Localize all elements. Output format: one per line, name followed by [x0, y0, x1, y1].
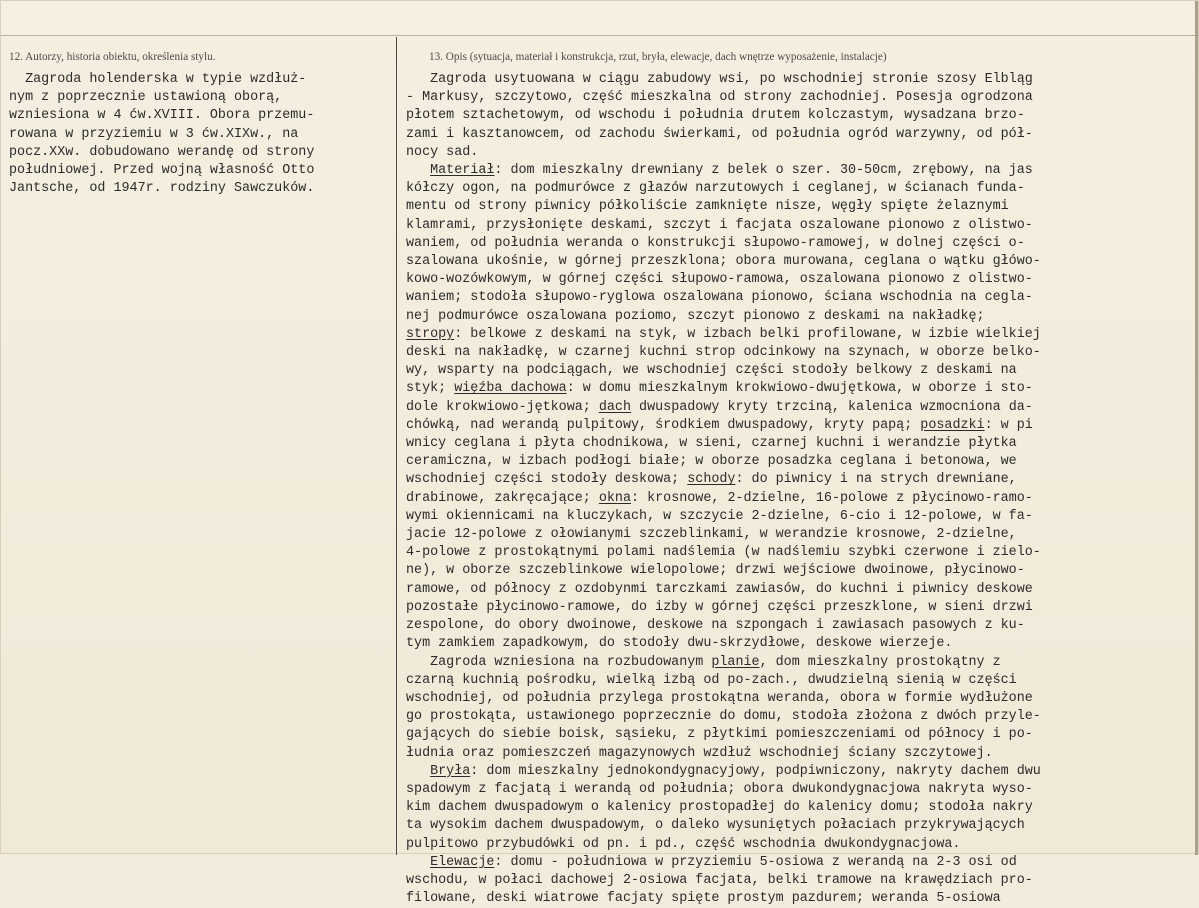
history-line: Jantsche, od 1947r. rodziny Sawczuków. — [9, 181, 315, 197]
description-text: go prostokąta, ustawionego poprzecznie do domu, stodoła złożona z dwóch przyle- — [406, 709, 1041, 725]
history-line: wzniesiona w 4 ćw.XVIII. Obora przemu- — [9, 108, 315, 124]
description-text: filowane, deski wiatrowe facjaty spięte prostym pazdurem; weranda 5-osiowa — [406, 891, 1001, 907]
description-line — [406, 854, 1199, 872]
description-line — [406, 799, 1199, 817]
description-text — [406, 163, 430, 178]
description-line — [406, 726, 1199, 744]
description-text: gających do siebie boisk, sąsieku, z płytkimi pomieszczeniami od północy i po- — [406, 727, 1033, 743]
description-line — [406, 781, 1199, 799]
description-text: czarną kuchnią pośrodku, wielką izbą od po-zach., dwudzielną sienią w części — [406, 672, 1017, 688]
history-line: południowej. Przed wojną własność Otto — [9, 163, 315, 179]
history-line: nym z poprzecznie ustawioną oborą, — [9, 90, 283, 106]
description-text: szalowana ukośnie, w górnej przeszklona; obora murowana, ceglana o wątku główo- — [406, 254, 1041, 270]
description-line — [406, 107, 1199, 125]
description-line — [406, 180, 1199, 198]
description-text: chówką, nad werandą pulpitowy, środkiem dwuspadowy, kryty papą; — [406, 417, 921, 433]
description-line — [406, 308, 1199, 326]
description-text: zami i kasztanowcem, od zachodu świerkami, od południa ogród warzywny, od pół- — [406, 126, 1033, 142]
description-line — [406, 71, 1199, 89]
description-line — [406, 690, 1199, 708]
description-line — [406, 581, 1199, 599]
description-text-block — [406, 71, 1199, 908]
section-keyword: stropy — [406, 326, 455, 342]
description-text: wnicy ceglana i płyta chodnikowa, w sieni, czarnej kuchni i werandzie płytka — [406, 436, 1017, 452]
description-text — [406, 855, 430, 870]
description-line — [406, 635, 1199, 653]
column-divider — [396, 37, 397, 855]
description-text: klamrami, przysłonięte deskami, szczyt i facjata oszalowane pionowo z olistwo- — [406, 217, 1033, 233]
section-12-header: 12. Autorzy, historia obiektu, określenia stylu. — [9, 51, 216, 63]
description-line — [406, 617, 1199, 635]
description-text: wy, wsparty na podciągach, we wschodniej części stodoły belkowy z deskami na — [406, 363, 1017, 379]
description-line — [406, 544, 1199, 562]
history-line: rowana w przyziemiu w 3 ćw.XIXw., na — [9, 126, 299, 142]
description-line — [406, 654, 1199, 672]
description-line — [406, 217, 1199, 235]
description-line — [406, 326, 1199, 344]
description-line — [406, 399, 1199, 417]
description-line — [406, 599, 1199, 617]
section-keyword: więźba dachowa — [454, 381, 567, 397]
history-text-block — [9, 71, 394, 198]
description-text: : w domu mieszkalnym krokwiowo-dwujętkowa, w oborze i sto- — [566, 381, 1033, 397]
description-line — [406, 836, 1199, 854]
description-text: ceramiczna, w izbach podłogi białe; w oborze posadzka ceglana i betonowa, we — [406, 454, 1017, 470]
description-text: zespolone, do obory dwoinowe, deskowe na szpongach i zawiasach pasowych z ku- — [406, 618, 1025, 634]
description-text: : krosnowe, 2-dzielne, 16-polowe z płycinowo-ramo- — [631, 490, 1033, 506]
description-text: : dom mieszkalny jednokondygnacyjowy, podpiwniczony, nakryty dachem dwu — [470, 763, 1041, 779]
description-line — [406, 745, 1199, 763]
description-line — [406, 253, 1199, 271]
description-line — [406, 471, 1199, 489]
description-line — [406, 289, 1199, 307]
description-line — [406, 872, 1199, 890]
description-line — [406, 362, 1199, 380]
description-line — [406, 508, 1199, 526]
description-text: dwuspadowy kryty trzciną, kalenica wzmocniona da- — [631, 399, 1033, 415]
description-text: pozostałe płycinowo-ramowe, do izby w górnej części przeszklone, w sieni drzwi — [406, 599, 1033, 615]
history-line: pocz.XXw. dobudowano werandę od strony — [9, 144, 315, 160]
description-line — [406, 417, 1199, 435]
description-text: łudnia oraz pomieszczeń magazynowych wzdłuż wschodniej ściany szczytowej. — [406, 745, 993, 761]
description-line — [406, 562, 1199, 580]
section-keyword: okna — [598, 490, 632, 506]
history-line: Zagroda holenderska w typie wzdłuż- — [9, 72, 307, 87]
description-line — [406, 890, 1199, 908]
description-line — [406, 526, 1199, 544]
description-line — [406, 490, 1199, 508]
description-line — [406, 453, 1199, 471]
top-rule — [1, 35, 1199, 36]
description-line — [406, 708, 1199, 726]
description-text: : belkowe z deskami na styk, w izbach belki profilowane, w izbie wielkiej — [454, 326, 1041, 342]
section-keyword: posadzki — [920, 417, 985, 433]
description-text: dole krokwiowo-jętkowa; — [406, 399, 599, 415]
description-text: ta wysokim dachem dwuspadowym, o daleko wysuniętych połaciach przykrywających — [406, 818, 1025, 834]
description-text: wymi okiennicami na kluczykach, w szczycie 2-dzielne, 6-cio i 12-polowe, w fa- — [406, 508, 1033, 524]
description-text: - Markusy, szczytowo, część mieszkalna od strony zachodniej. Posesja ogrodzona — [406, 90, 1033, 106]
description-text: kim dachem dwuspadowym o kalenicy prostopadłej do kalenicy domu; stodoła nakry — [406, 800, 1033, 816]
section-keyword: Bryła — [430, 763, 471, 779]
description-text: kółczy ogon, na podmurówce z głazów narzutowych i ceglanej, w ścianach funda- — [406, 181, 1025, 197]
description-text: : do piwnicy i na strych drewniane, — [735, 472, 1017, 488]
description-line — [406, 235, 1199, 253]
description-line — [406, 162, 1199, 180]
description-line — [406, 126, 1199, 144]
description-line — [406, 144, 1199, 162]
description-text: tym zamkiem zapadkowym, do stodoły dwu-skrzydłowe, deskowe wierzeje. — [406, 636, 953, 652]
description-text: drabinowe, zakręcające; — [406, 490, 599, 506]
section-keyword: schody — [687, 472, 736, 488]
description-text: Zagroda wzniesiona na rozbudowanym — [406, 654, 712, 670]
description-text: wschodu, w połaci dachowej 2-osiowa facjata, belki tramowe na krawędziach pro- — [406, 872, 1033, 888]
description-text: wschodniej części stodoły deskowa; — [406, 472, 688, 488]
description-text: ramowe, od północy z ozdobynmi tarczkami zawiasów, do kuchni i piwnicy deskowe — [406, 581, 1033, 597]
description-text: kowo-wozówkowym, w górnej części słupowo-ramowa, oszalowana pionowo z olistwo- — [406, 272, 1033, 288]
description-text: wschodniej, od południa przylega prostokątna weranda, obora w formie wydłużone — [406, 690, 1033, 706]
description-text: : domu - południowa w przyziemiu 5-osiowa z werandą na 2-3 osi od — [494, 854, 1017, 870]
description-text: : w pi — [984, 417, 1033, 433]
description-text: Zagroda usytuowana w ciągu zabudowy wsi, po wschodniej stronie szosy Elbląg — [406, 72, 1033, 87]
section-keyword: Materiał — [430, 163, 495, 179]
description-text: pulpitowo przybudówki od pn. i pd., część wschodnia dwukondygnacjowa. — [406, 836, 961, 852]
description-line — [406, 435, 1199, 453]
description-text — [406, 764, 430, 779]
description-line — [406, 198, 1199, 216]
description-line — [406, 344, 1199, 362]
description-line — [406, 817, 1199, 835]
description-text: nej podmurówce oszalowana poziomo, szczyt pionowo z deskami na nakładkę; — [406, 308, 985, 324]
description-text: spadowym z facjatą i werandą od południa; obora dwukondygnacjowa nakryta wyso- — [406, 781, 1033, 797]
section-keyword: dach — [598, 399, 632, 415]
description-line — [406, 380, 1199, 398]
description-text: jacie 12-polowe z ołowianymi szczeblinkami, w werandzie krosnowe, 2-dzielne, — [406, 527, 1017, 543]
description-text: 4-polowe z prostokątnymi polami nadślemia (w nadślemiu szybki czerwone i zielo- — [406, 545, 1041, 561]
description-text: nocy sad. — [406, 144, 479, 160]
description-text: mentu od strony piwnicy półkoliście zamknięte nisze, węgły spięte żelaznymi — [406, 199, 1009, 215]
description-text: waniem; stodoła słupowo-ryglowa oszalowana pionowo, ściana wschodnia na cegla- — [406, 290, 1033, 306]
description-text: , dom mieszkalny prostokątny z — [759, 654, 1001, 670]
description-text: deski na nakładkę, w czarnej kuchni strop odcinkowy na szynach, w oborze belko- — [406, 345, 1041, 361]
section-keyword: Elewacje — [430, 854, 495, 870]
description-line — [406, 763, 1199, 781]
description-text: : dom mieszkalny drewniany z belek o szer. 30-50cm, zrębowy, na jas — [494, 163, 1033, 179]
description-text: ne), w oborze szczeblinkowe wielopolowe; drzwi wejściowe dwoinowe, płycinowo- — [406, 563, 1025, 579]
description-text: płotem sztachetowym, od wschodu i południa drutem kolczastym, wysadzana brzo- — [406, 108, 1025, 124]
description-text: styk; — [406, 381, 455, 397]
description-line — [406, 672, 1199, 690]
description-text: waniem, od południa weranda o konstrukcji słupowo-ramowej, w dolnej części o- — [406, 235, 1025, 251]
section-keyword: planie — [711, 654, 760, 670]
description-line — [406, 89, 1199, 107]
description-line — [406, 271, 1199, 289]
section-13-header: 13. Opis (sytuacja, materiał i konstrukcja, rzut, bryła, elewacje, dach wnętrze wyposażenie, instalacje) — [429, 51, 887, 63]
